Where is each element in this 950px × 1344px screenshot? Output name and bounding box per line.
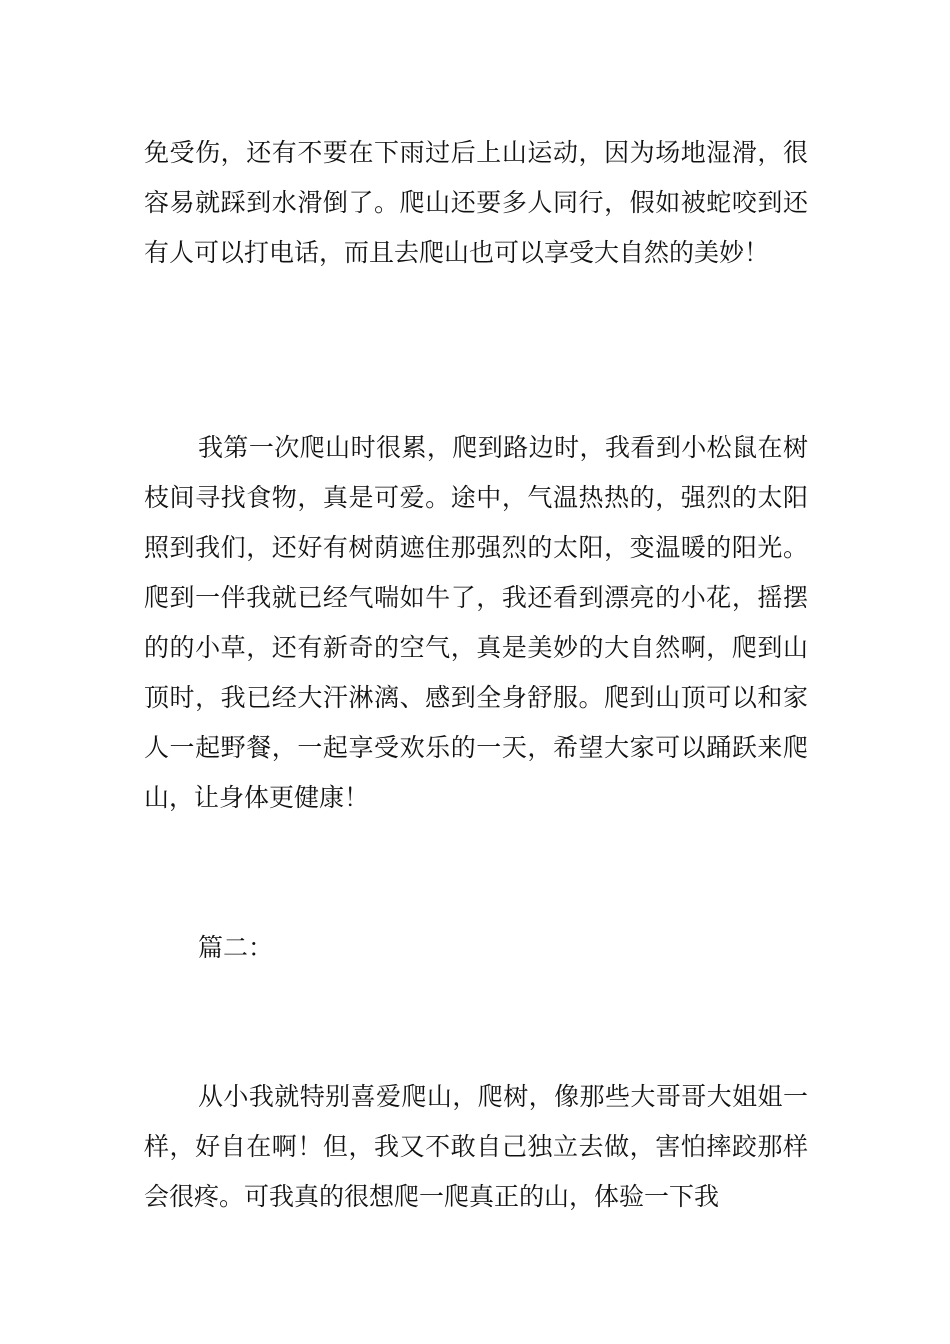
- paragraph-continued-text: 免受伤，还有不要在下雨过后上山运动，因为场地湿滑，很容易就踩到水滑倒了。爬山还要多人同行，假如被蛇咬到还有人可以打电话，而且去爬山也可以享受大自然的美妙！: [144, 138, 808, 267]
- section-heading-part-two: 篇二：: [198, 933, 274, 962]
- paragraph-love-climbing: 从小我就特别喜爱爬山，爬树，像那些大哥哥大姐姐一样，好自在啊！但，我又不敢自己独立去做，害怕摔跤那样会很疼。可我真的很想爬一爬真正的山，体验一下我: [144, 1082, 808, 1211]
- paragraph-first-climb: 我第一次爬山时很累，爬到路边时，我看到小松鼠在树枝间寻找食物，真是可爱。途中，气温热热的，强烈的太阳照到我们，还好有树荫遮住那强烈的太阳，变温暖的阳光。爬到一伴我就已经气喘如牛了，我还看到漂亮的小花，摇摆的的小草，还有新奇的空气，真是美妙的大自然啊，爬到山顶时，我已经大汗淋漓、感到全身舒服。爬到山顶可以和家人一起野餐，一起享受欢乐的一天，希望大家可以踊跃来爬山，让身体更健康！: [144, 433, 808, 812]
